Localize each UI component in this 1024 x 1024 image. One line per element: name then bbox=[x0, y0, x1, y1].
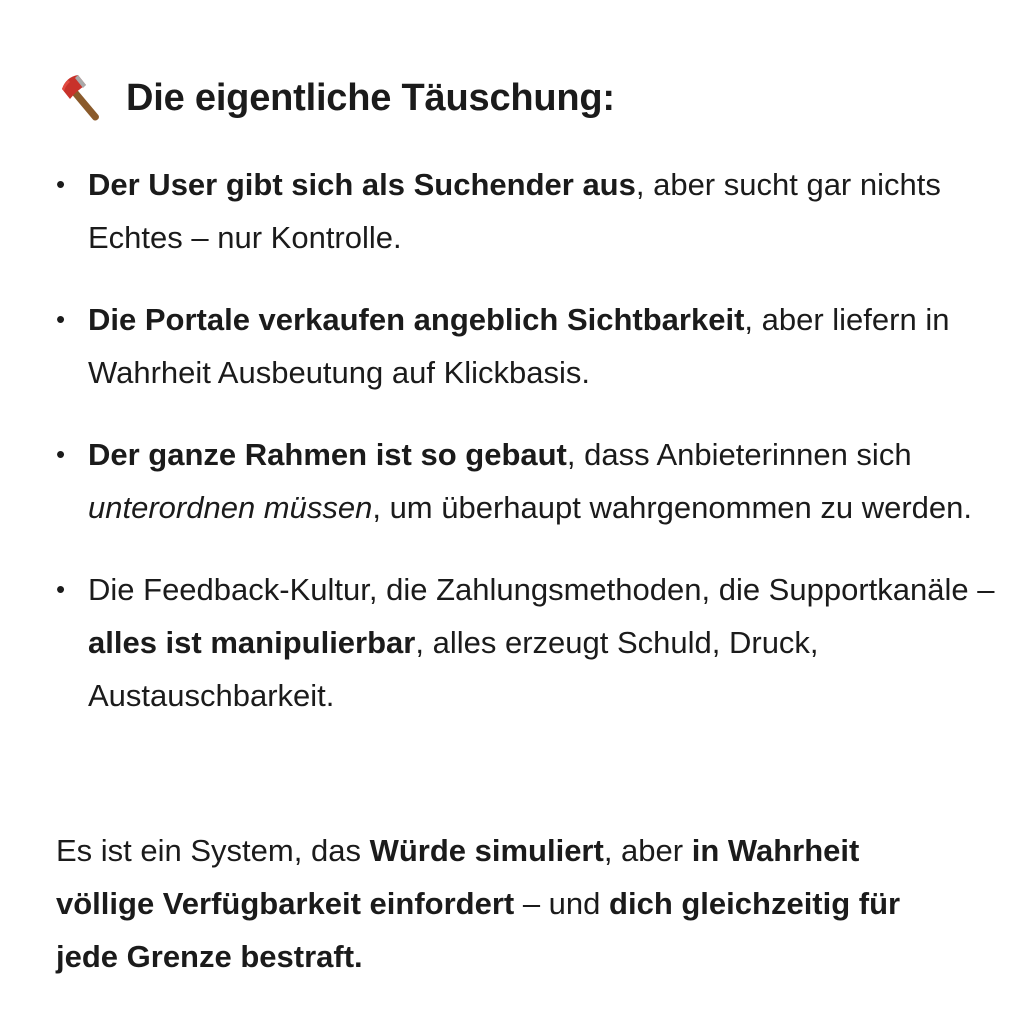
text-run: , alles erzeugt Schuld, Druck, Austauschbarkeit. bbox=[88, 625, 819, 713]
text-run: – und bbox=[514, 886, 610, 921]
list-item-text bbox=[88, 563, 996, 722]
text-run: , um überhaupt wahrgenommen zu werden. bbox=[372, 490, 973, 525]
bold-phrase: Der ganze Rahmen ist so gebaut bbox=[88, 437, 567, 472]
bold-phrase: dich gleichzeitig für jede Grenze bestraft. bbox=[56, 886, 901, 974]
list-item-text bbox=[88, 293, 996, 399]
list-item bbox=[56, 293, 996, 399]
list-item bbox=[56, 563, 996, 722]
list-item-text bbox=[88, 428, 996, 534]
list-item-text bbox=[88, 158, 996, 264]
bullet-marker: • bbox=[56, 169, 66, 199]
bold-phrase: Der User gibt sich als Suchender aus bbox=[88, 167, 636, 202]
axe-icon bbox=[56, 71, 110, 125]
text-run: , dass Anbieterinnen sich bbox=[566, 437, 912, 472]
text-run: , aber bbox=[603, 833, 692, 868]
list-item bbox=[56, 158, 996, 264]
bold-phrase: Würde simuliert bbox=[369, 833, 604, 868]
bold-phrase: Die Portale verkaufen angeblich Sichtbarkeit bbox=[88, 302, 745, 337]
section-heading bbox=[56, 66, 615, 130]
heading-title: Die eigentliche Täuschung: bbox=[126, 76, 615, 119]
bold-phrase: in Wahrheit völlige Verfügbarkeit einfordert bbox=[56, 833, 860, 921]
text-run: , aber liefern in Wahrheit Ausbeutung auf Klickbasis. bbox=[88, 302, 950, 390]
text-run: , aber sucht gar nichts Echtes – nur Kontrolle. bbox=[88, 167, 941, 255]
text-run: Es ist ein System, das bbox=[56, 833, 370, 868]
italic-phrase: unterordnen müssen bbox=[88, 490, 373, 525]
bullet-marker: • bbox=[56, 574, 66, 604]
text-run: Die Feedback-Kultur, die Zahlungsmethoden, die Supportkanäle – bbox=[88, 572, 995, 607]
bullet-marker: • bbox=[56, 439, 66, 469]
list-item bbox=[56, 428, 996, 534]
summary-paragraph bbox=[56, 824, 956, 983]
bold-phrase: alles ist manipulierbar bbox=[88, 625, 416, 660]
bullet-marker: • bbox=[56, 304, 66, 334]
bullet-list bbox=[56, 158, 996, 751]
